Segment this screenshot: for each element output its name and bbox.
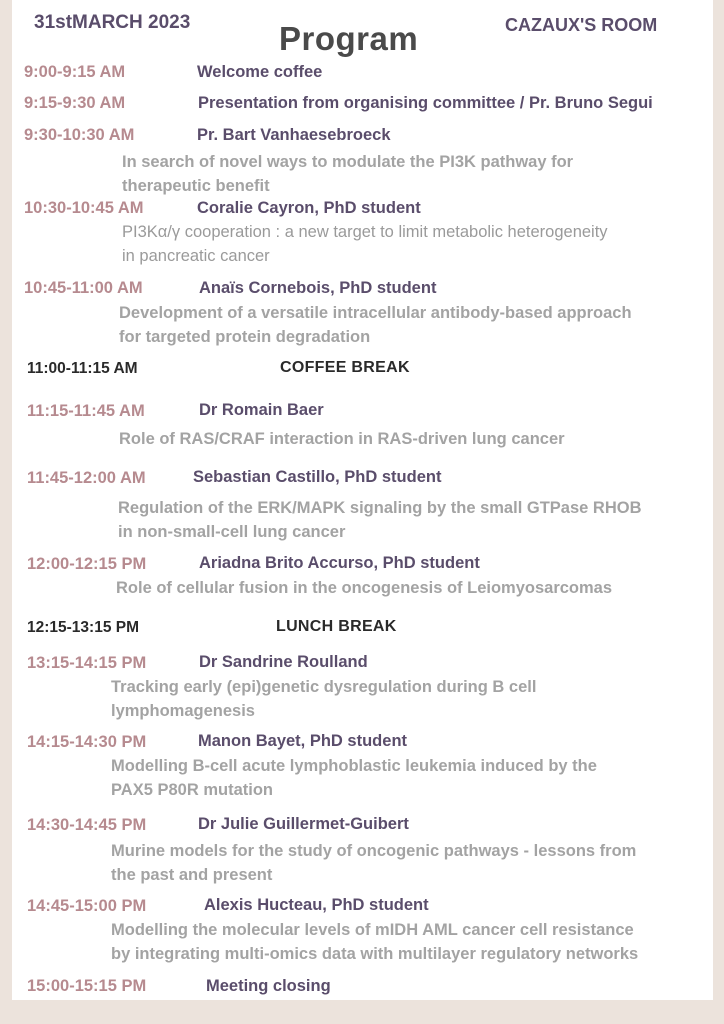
session-description: Regulation of the ERK/MAPK signaling by the small GTPase RHOB in non-small-cell lung cancer (118, 499, 642, 541)
session-speaker: Anaïs Cornebois, PhD student (199, 279, 437, 297)
session-description: PI3Kα/γ cooperation : a new target to limit metabolic heterogeneity in pancreatic cancer (122, 223, 608, 265)
session-time: 10:45-11:00 AM (24, 279, 143, 297)
event-date: 31stMARCH 2023 (34, 12, 191, 33)
session-time: 14:45-15:00 PM (27, 897, 147, 915)
lunch-break-label: LUNCH BREAK (276, 618, 397, 635)
session-description: Role of RAS/CRAF interaction in RAS-driven lung cancer (119, 430, 565, 448)
session-time: 9:30-10:30 AM (24, 126, 135, 144)
session-speaker: Dr Julie Guillermet-Guibert (198, 815, 409, 833)
session-time: 9:00-9:15 AM (24, 63, 126, 81)
coffee-break-label: COFFEE BREAK (280, 359, 410, 376)
session-speaker: Alexis Hucteau, PhD student (204, 896, 429, 914)
session-speaker: Dr Sandrine Roulland (199, 653, 368, 671)
session-description: Modelling B-cell acute lymphoblastic leukemia induced by the PAX5 P80R mutation (111, 757, 597, 799)
session-time: 14:30-14:45 PM (27, 816, 147, 834)
session-speaker: Manon Bayet, PhD student (198, 732, 408, 750)
session-description: Development of a versatile intracellular antibody-based approach for targeted protein degradation (119, 304, 632, 346)
session-description: Role of cellular fusion in the oncogenesis of Leiomyosarcomas (116, 579, 613, 597)
session-speaker: Ariadna Brito Accurso, PhD student (199, 554, 480, 572)
session-description: Tracking early (epi)genetic dysregulation during B cell lymphomagenesis (111, 678, 537, 720)
session-time: 11:15-11:45 AM (27, 402, 145, 420)
session-title: Meeting closing (206, 977, 331, 995)
session-time: 14:15-14:30 PM (27, 733, 147, 751)
session-time: 13:15-14:15 PM (27, 654, 147, 672)
session-speaker: Sebastian Castillo, PhD student (193, 468, 442, 486)
session-time: 15:00-15:15 PM (27, 977, 147, 995)
session-description: Murine models for the study of oncogenic pathways - lessons from the past and present (111, 842, 637, 884)
break-time: 12:15-13:15 PM (27, 619, 140, 636)
session-speaker: Coralie Cayron, PhD student (197, 199, 421, 217)
room-name: CAZAUX'S ROOM (505, 15, 658, 35)
session-time: 10:30-10:45 AM (24, 199, 144, 217)
break-time: 11:00-11:15 AM (27, 360, 138, 377)
session-time: 9:15-9:30 AM (24, 94, 126, 112)
session-description: Modelling the molecular levels of mIDH AML cancer cell resistance by integrating multi-omics data with multilayer regulatory networks (111, 921, 639, 963)
session-title: Presentation from organising committee / Pr. Bruno Segui (198, 94, 653, 112)
session-time: 12:00-12:15 PM (27, 555, 147, 573)
page-title: Program (279, 20, 419, 57)
session-speaker: Dr Romain Baer (199, 401, 324, 419)
session-time: 11:45-12:00 AM (27, 469, 146, 487)
session-description: In search of novel ways to modulate the PI3K pathway for therapeutic benefit (122, 153, 574, 195)
session-speaker: Pr. Bart Vanhaesebroeck (197, 126, 391, 144)
session-title: Welcome coffee (197, 63, 323, 81)
